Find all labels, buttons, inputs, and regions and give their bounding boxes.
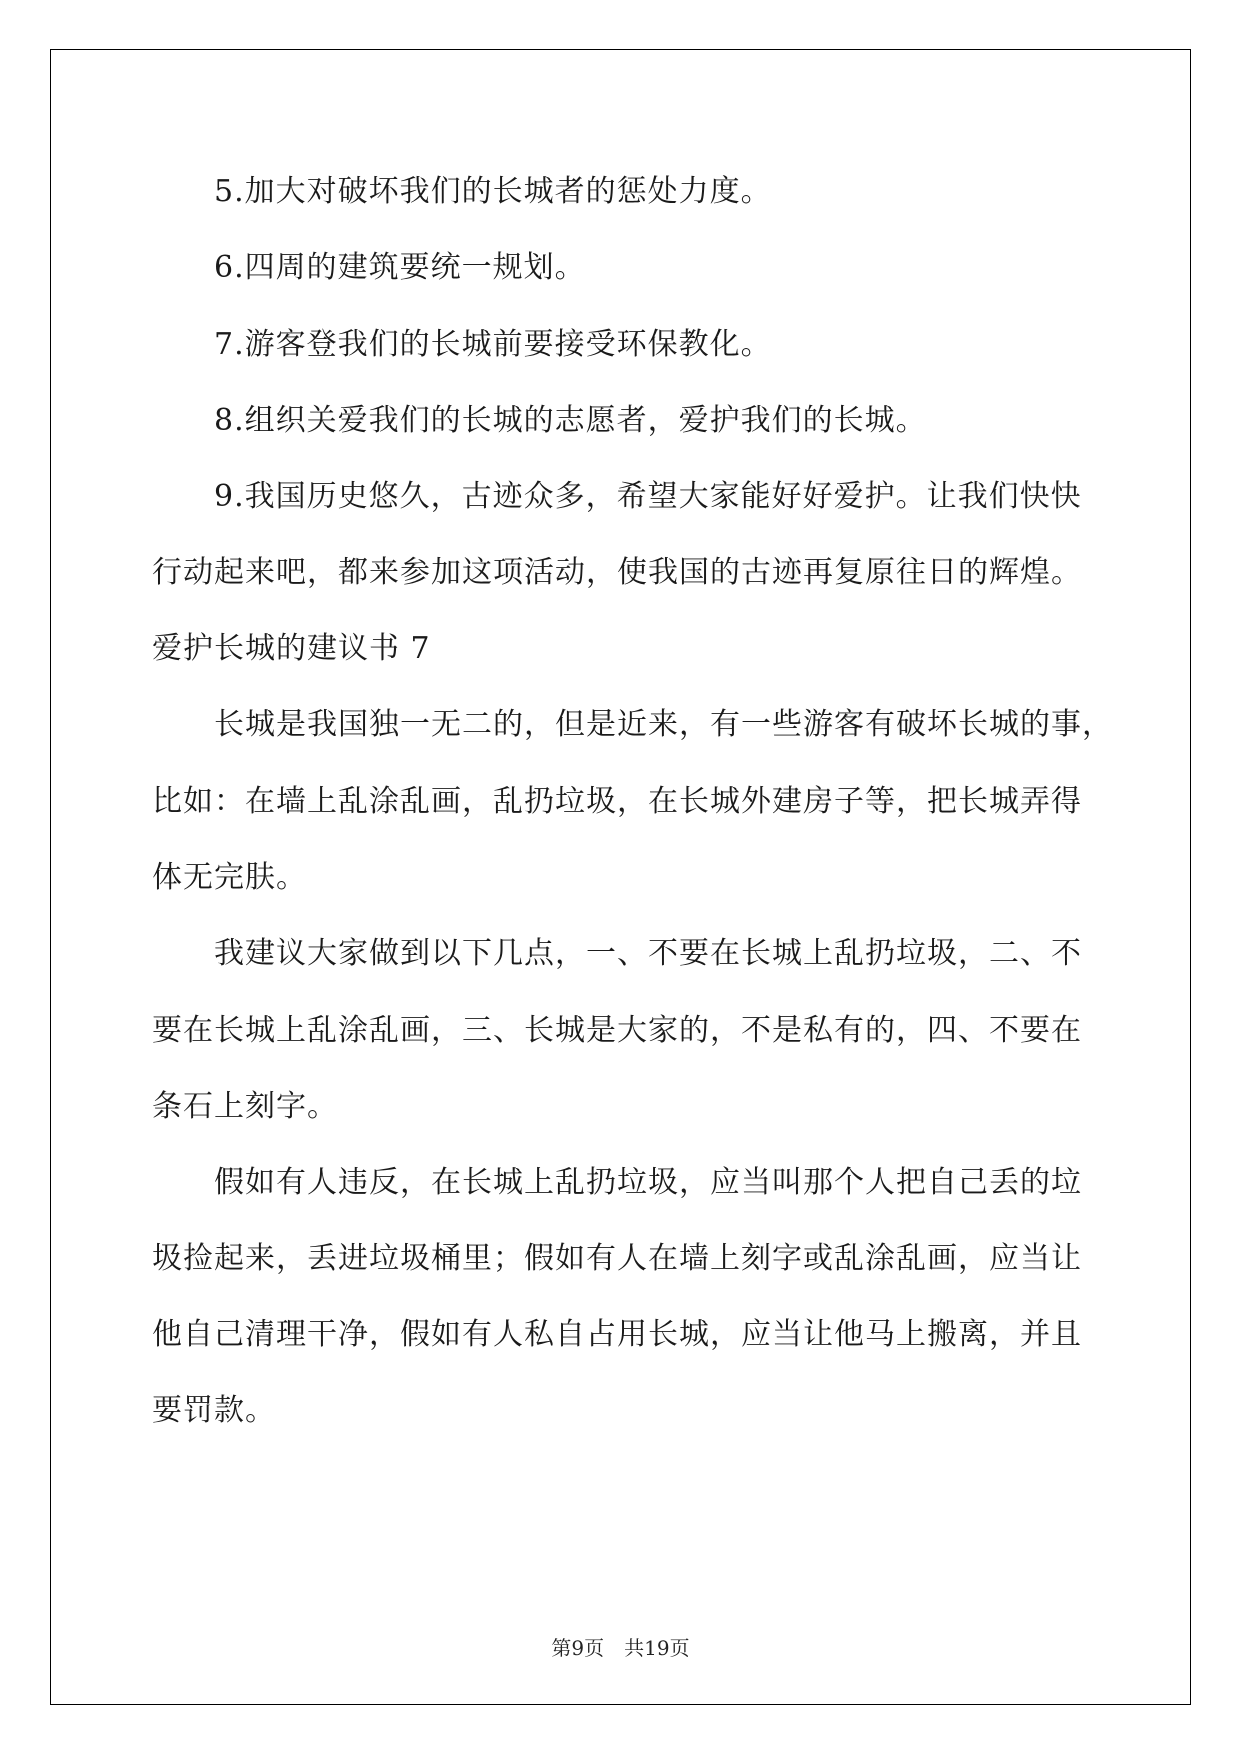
- list-item-7: 7.游客登我们的长城前要接受环保教化。: [214, 327, 772, 362]
- paragraph-line: 要罚款。: [152, 1393, 276, 1428]
- page-number-current: 第9页: [551, 1636, 605, 1660]
- list-item-6: 6.四周的建筑要统一规划。: [214, 250, 586, 285]
- paragraph-line: 行动起来吧，都来参加这项活动，使我国的古迹再复原往日的辉煌。: [152, 555, 1082, 590]
- paragraph-line: 圾捡起来，丢进垃圾桶里；假如有人在墙上刻字或乱涂乱画，应当让: [152, 1241, 1082, 1276]
- list-item-8: 8.组织关爱我们的长城的志愿者，爱护我们的长城。: [214, 403, 927, 438]
- paragraph-line: 假如有人违反，在长城上乱扔垃圾，应当叫那个人把自己丢的垃: [214, 1165, 1082, 1200]
- paragraph-line: 体无完肤。: [152, 860, 307, 895]
- list-item-5: 5.加大对破坏我们的长城者的惩处力度。: [214, 174, 772, 209]
- paragraph-line: 要在长城上乱涂乱画，三、长城是大家的，不是私有的，四、不要在: [152, 1013, 1082, 1048]
- page-footer: [0, 1632, 1241, 1661]
- paragraph-line: 长城是我国独一无二的，但是近来，有一些游客有破坏长城的事，: [214, 707, 1113, 742]
- paragraph-line: 我建议大家做到以下几点，一、不要在长城上乱扔垃圾，二、不: [214, 936, 1082, 971]
- section-title: 爱护长城的建议书 7: [152, 631, 431, 666]
- list-item-9: 9.我国历史悠久，古迹众多，希望大家能好好爱护。让我们快快: [214, 479, 1082, 514]
- paragraph-line: 他自己清理干净，假如有人私自占用长城，应当让他马上搬离，并且: [152, 1317, 1082, 1352]
- paragraph-line: 比如：在墙上乱涂乱画，乱扔垃圾，在长城外建房子等，把长城弄得: [152, 784, 1082, 819]
- paragraph-line: 条石上刻字。: [152, 1089, 338, 1124]
- page-number-total: 共19页: [624, 1636, 690, 1660]
